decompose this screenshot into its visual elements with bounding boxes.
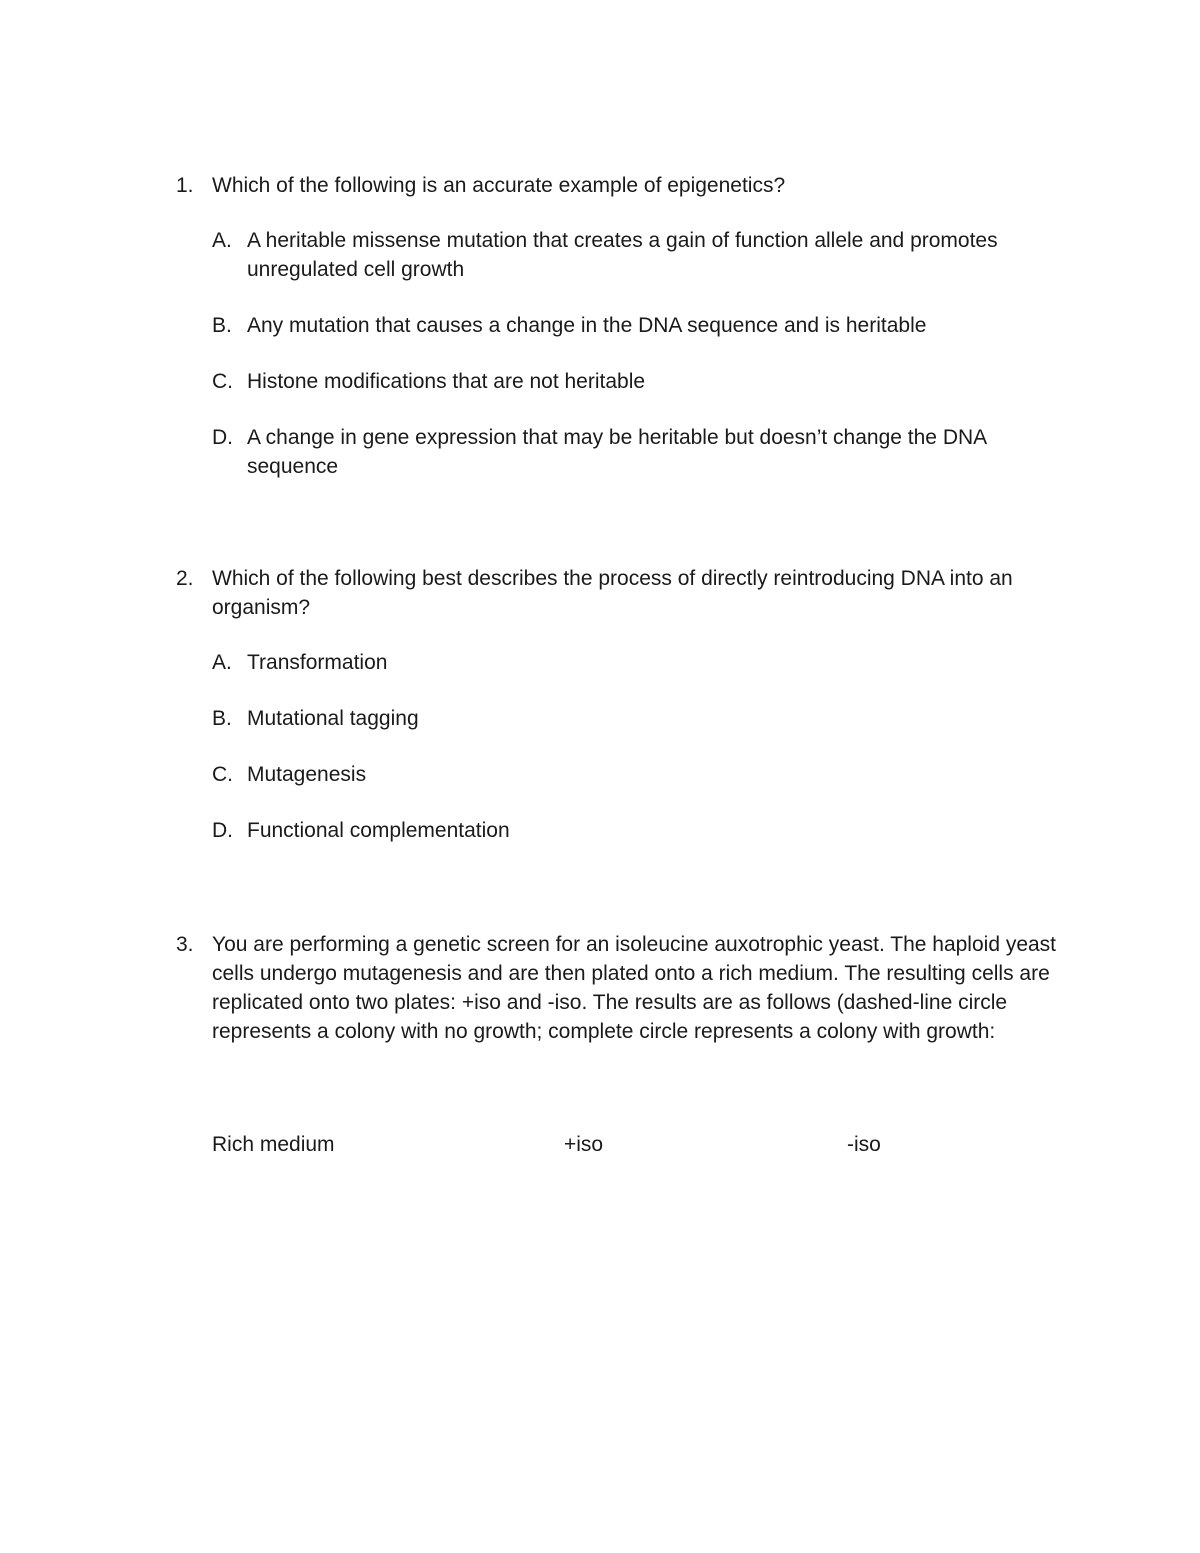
question-2-stem (176, 564, 1066, 622)
option-d (212, 816, 1066, 845)
question-3 (176, 930, 1066, 1046)
option-letter: D. (212, 426, 233, 449)
option-a (212, 226, 1066, 284)
option-c (212, 760, 1066, 789)
question-text: You are performing a genetic screen for an isoleucine auxotrophic yeast. The haploid yeast cells undergo mutagenesis and are then plated onto a rich medium. The resulting cells are replicated onto two plates: +iso and -iso. The results are as follows (dashed-line circle represents a colony with no growth; complete circle represents a colony with growth: (212, 933, 1057, 1043)
option-letter: C. (212, 370, 233, 393)
option-text: Functional complementation (247, 819, 510, 842)
option-text: Mutagenesis (247, 763, 367, 786)
option-letter: B. (212, 314, 232, 337)
option-c (212, 367, 1066, 396)
question-3-stem (176, 930, 1066, 1046)
option-d (212, 423, 1066, 481)
question-1-stem (176, 171, 1066, 200)
option-text: A change in gene expression that may be heritable but doesn’t change the DNA sequence (247, 426, 986, 478)
option-b (212, 704, 1066, 733)
option-text: Mutational tagging (247, 707, 419, 730)
option-letter: D. (212, 819, 233, 842)
answer-options (212, 648, 1066, 845)
rich-medium-label: Rich medium (212, 1133, 335, 1156)
question-1 (176, 171, 1066, 508)
option-text: A heritable missense mutation that creates a gain of function allele and promotes unregulated cell growth (247, 229, 998, 281)
option-a (212, 648, 1066, 677)
question-2 (176, 564, 1066, 872)
question-number: 3. (176, 933, 194, 956)
option-letter: B. (212, 707, 232, 730)
option-letter: A. (212, 651, 232, 674)
question-number: 1. (176, 174, 194, 197)
answer-options (212, 226, 1066, 481)
option-letter: A. (212, 229, 232, 252)
option-text: Any mutation that causes a change in the DNA sequence and is heritable (247, 314, 927, 337)
option-letter: C. (212, 763, 233, 786)
question-number: 2. (176, 567, 194, 590)
option-text: Histone modifications that are not heritable (247, 370, 646, 393)
minus-iso-label: -iso (847, 1133, 881, 1156)
plus-iso-label: +iso (564, 1133, 604, 1156)
question-text: Which of the following best describes the process of directly reintroducing DNA into an organism? (212, 567, 1013, 619)
plate-labels (212, 1130, 992, 1160)
option-text: Transformation (247, 651, 388, 674)
question-text: Which of the following is an accurate example of epigenetics? (212, 174, 786, 197)
option-b (212, 311, 1066, 340)
